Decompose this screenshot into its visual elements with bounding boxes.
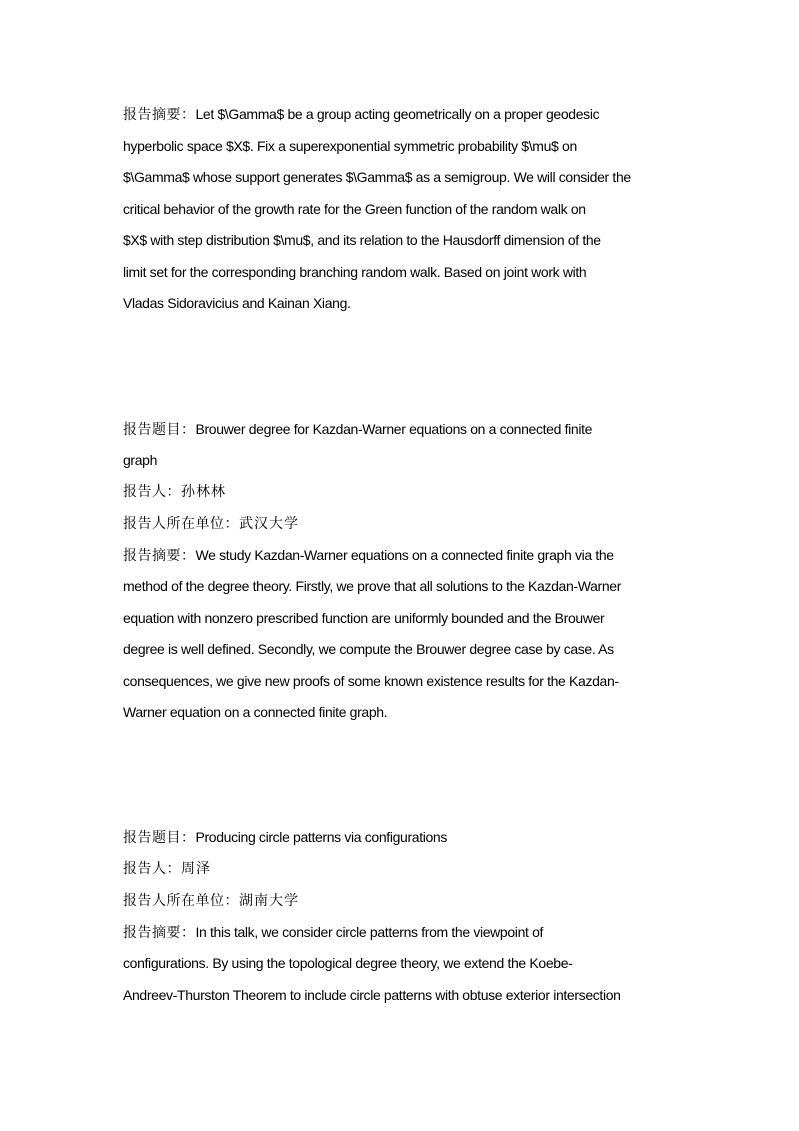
talk1-abstract-line: Vladas Sidoravicius and Kainan Xiang. — [123, 295, 351, 311]
speaker-name: 孙林林 — [181, 484, 226, 500]
talk3-title-line — [123, 828, 447, 847]
abstract-text: We study Kazdan-Warner equations on a connected finite graph via the — [195, 547, 614, 563]
affiliation-label: 报告人所在单位： — [123, 516, 239, 532]
talk3-abstract-line: Andreev-Thurston Theorem to include circle patterns with obtuse exterior intersection — [123, 987, 621, 1003]
talk2-title-line — [123, 420, 592, 439]
speaker-name: 周泽 — [181, 861, 211, 877]
talk1-abstract-line — [123, 105, 599, 124]
talk3-abstract-line: configurations. By using the topological degree theory, we extend the Koebe- — [123, 955, 573, 971]
talk2-title-line: graph — [123, 452, 158, 468]
abstract-text: In this talk, we consider circle patterns from the viewpoint of — [195, 924, 544, 940]
talk-title: Brouwer degree for Kazdan-Warner equations on a connected finite — [195, 421, 593, 437]
talk1-abstract-line: $\Gamma$ whose support generates $\Gamma$ as a semigroup. We will consider the — [123, 169, 631, 185]
talk2-affiliation-line — [123, 514, 299, 533]
talk1-abstract-line: hyperbolic space $X$. Fix a superexponential symmetric probability $\mu$ on — [123, 138, 577, 154]
talk2-abstract-line: method of the degree theory. Firstly, we prove that all solutions to the Kazdan-Warner — [123, 578, 622, 594]
affiliation-label: 报告人所在单位： — [123, 893, 239, 909]
abstract-label: 报告摘要： — [123, 925, 196, 941]
talk3-abstract-line — [123, 923, 543, 942]
talk2-speaker-line — [123, 482, 226, 501]
talk-title: Producing circle patterns via configurations — [195, 829, 448, 845]
title-label: 报告题目： — [123, 830, 196, 846]
abstract-label: 报告摘要： — [123, 548, 196, 564]
affiliation-name: 武汉大学 — [239, 516, 299, 532]
talk2-abstract-line: consequences, we give new proofs of some known existence results for the Kazdan- — [123, 673, 619, 689]
speaker-label: 报告人： — [123, 484, 181, 500]
talk3-affiliation-line — [123, 891, 299, 910]
talk2-abstract-line: equation with nonzero prescribed function are uniformly bounded and the Brouwer — [123, 610, 605, 626]
abstract-text: Let $\Gamma$ be a group acting geometrically on a proper geodesic — [195, 106, 600, 122]
affiliation-name: 湖南大学 — [239, 893, 299, 909]
talk1-abstract-line: $X$ with step distribution $\mu$, and its relation to the Hausdorff dimension of the — [123, 232, 601, 248]
talk1-abstract-line: critical behavior of the growth rate for the Green function of the random walk on — [123, 201, 586, 217]
talk3-speaker-line — [123, 859, 211, 878]
speaker-label: 报告人： — [123, 861, 181, 877]
abstract-label: 报告摘要： — [123, 107, 196, 123]
talk2-abstract-line — [123, 546, 614, 565]
talk2-abstract-line: Warner equation on a connected finite graph. — [123, 704, 388, 720]
talk2-abstract-line: degree is well defined. Secondly, we compute the Brouwer degree case by case. As — [123, 641, 614, 657]
title-label: 报告题目： — [123, 422, 196, 438]
talk1-abstract-line: limit set for the corresponding branching random walk. Based on joint work with — [123, 264, 587, 280]
